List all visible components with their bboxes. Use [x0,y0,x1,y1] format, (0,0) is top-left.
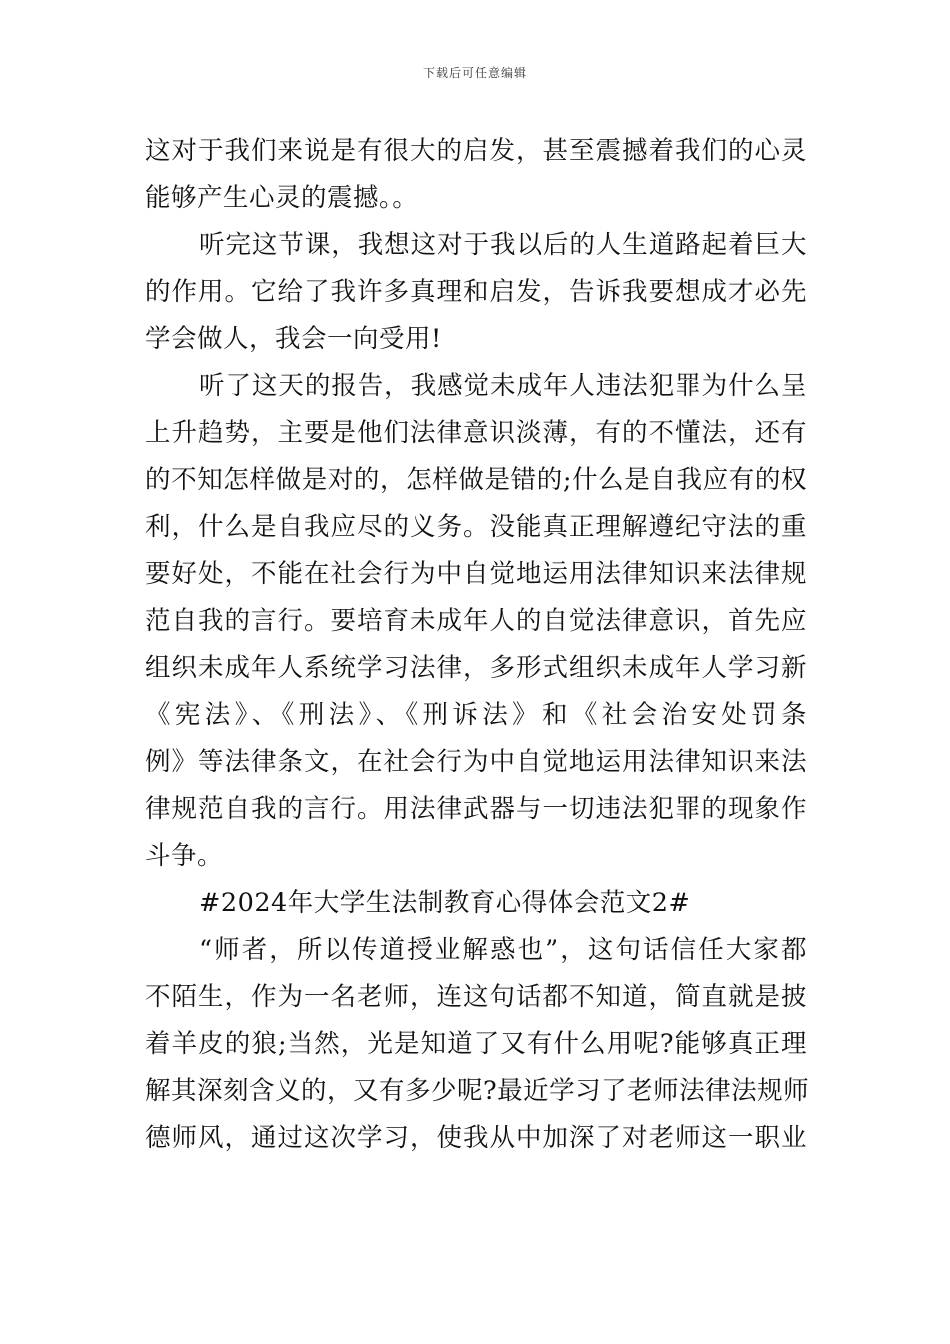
text-line: 例》等法律条文，在社会行为中自觉地运用法律知识来法 [145,747,807,777]
text-line: “师者，所以传道授业解惑也”，这句话信任大家都 [199,935,807,965]
page-header-note: 下载后可任意编辑 [422,66,527,80]
text-line: 德师风，通过这次学习，使我从中加深了对老师这一职业 [145,1123,807,1153]
text-line: 的不知怎样做是对的，怎样做是错的;什么是自我应有的权 [145,465,807,495]
text-line: 范自我的言行。要培育未成年人的自觉法律意识，首先应 [145,606,807,636]
text-line: 听了这天的报告，我感觉未成年人违法犯罪为什么呈 [199,371,807,401]
document-body [145,128,810,1162]
text-line: 要好处，不能在社会行为中自觉地运用法律知识来法律规 [145,559,807,589]
text-line: 律规范自我的言行。用法律武器与一切违法犯罪的现象作 [145,794,807,824]
text-line: 听完这节课，我想这对于我以后的人生道路起着巨大 [199,230,807,260]
text-line: 解其深刻含义的，又有多少呢?最近学习了老师法律法规师 [145,1076,810,1106]
text-line: 着羊皮的狼;当然，光是知道了又有什么用呢?能够真正理 [145,1029,807,1059]
text-line: 的作用。它给了我许多真理和启发，告诉我要想成才必先 [145,277,807,307]
text-line: 组织未成年人系统学习法律，多形式组织未成年人学习新 [145,653,807,683]
text-line: 学会做人，我会一向受用! [145,324,442,354]
text-line: 斗争。 [145,841,224,871]
text-line: 《宪法》、《刑法》、《刑诉法》和《社会治安处罚条 [145,700,807,730]
text-line: 不陌生，作为一名老师，连这句话都不知道，简直就是披 [145,982,807,1012]
text-line: 能够产生心灵的震撼。。 [145,183,419,213]
text-line: 上升趋势，主要是他们法律意识淡薄，有的不懂法，还有 [145,418,807,448]
section-heading: #2024年大学生法制教育心得体会范文2# [199,888,691,918]
text-line: 利，什么是自我应尽的义务。没能真正理解遵纪守法的重 [145,512,807,542]
text-line: 这对于我们来说是有很大的启发，甚至震撼着我们的心灵 [145,136,807,166]
